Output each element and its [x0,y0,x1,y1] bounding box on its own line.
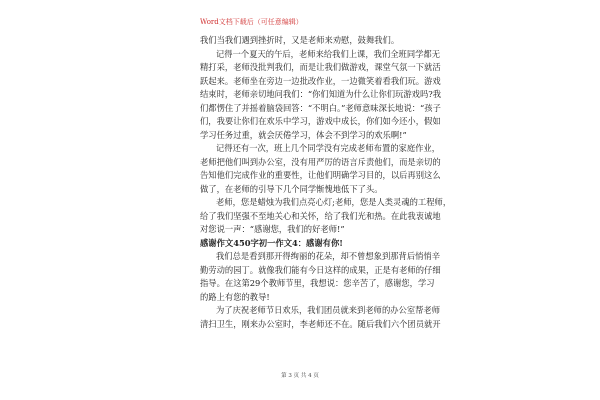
text-line: 为了庆祝老师节日欢乐，我们团员就来到老师的办公室帮老师 [216,305,441,315]
text-line: 勤劳动的园丁。就像我们能有今日这样的成果，正是有老师的仔细 [200,264,441,275]
text-line: 跃起来。老师坐在旁边一边批改作业，一边微笑着看我们玩。游戏 [200,75,441,86]
document-body [200,34,452,331]
text-line: 们，我要让你们在欢乐中学习，游戏中成长，你们如今还小，假如 [200,116,441,126]
page-number: 第 3 页 共 4 页 [281,373,319,379]
text-line: 记得还有一次，班上几个同学没有完成老师布置的家庭作业， [216,143,441,153]
text-line: 做了，在老师的引导下几个同学惭愧地低下了头。 [200,183,383,194]
text-line: 告知他们完成作业的重要性，让他们明确学习目的，以后再别这么 [200,170,441,180]
text-line: 老师把他们叫到办公室，没有用严厉的语言斥责他们，而是亲切的 [200,156,441,167]
text-line: 老师，您是蜡烛为我们点亮心灯;老师，您是人类灵魂的工程师， [216,197,452,207]
text-line: 我们当我们遇到挫折时，又是老师来劝慰，鼓舞我们。 [200,35,400,45]
text-line: 记得一个夏天的午后，老师来给我们上课，我们全班同学都无 [216,48,441,59]
text-line: 清扫卫生，刚来办公室时，李老师还不在。随后我们六个团员就开 [200,318,441,329]
text-line: 对您说一声：“感谢您，我们的好老师!” [200,224,345,234]
section-heading: 感谢作文450字初一作文4：感谢有你! [200,237,343,248]
text-line: 指导。在这第29个教师节里，我想说：您辛苦了，感谢您，学习 [200,278,435,288]
text-line: 给了我们坚强不至地关心和关怀，给了我们光和热。在此我衷诚地 [200,210,441,221]
text-line: 结束时，老师亲切地问我们：“你们知道为什么让你们玩游戏吗?我 [200,89,442,99]
text-line: 们都愣住了并摇着脑袋回答：“不明白。”老师意味深长地说：“孩子 [200,102,441,113]
text-line: 我们总是看到那开得绚丽的花朵，却不曾想象到那背后悄悄辛 [216,251,441,261]
text-line: 的路上有您的教导! [200,291,270,302]
download-header: Word文档下载后（可任意编辑） [200,18,303,26]
text-line: 学习任务过重，就会厌倦学习，体会不到学习的欢乐啊!” [200,129,407,140]
text-line: 精打采，老师没批判我们，而是让我们做游戏，课堂气氛一下就活 [200,62,441,72]
